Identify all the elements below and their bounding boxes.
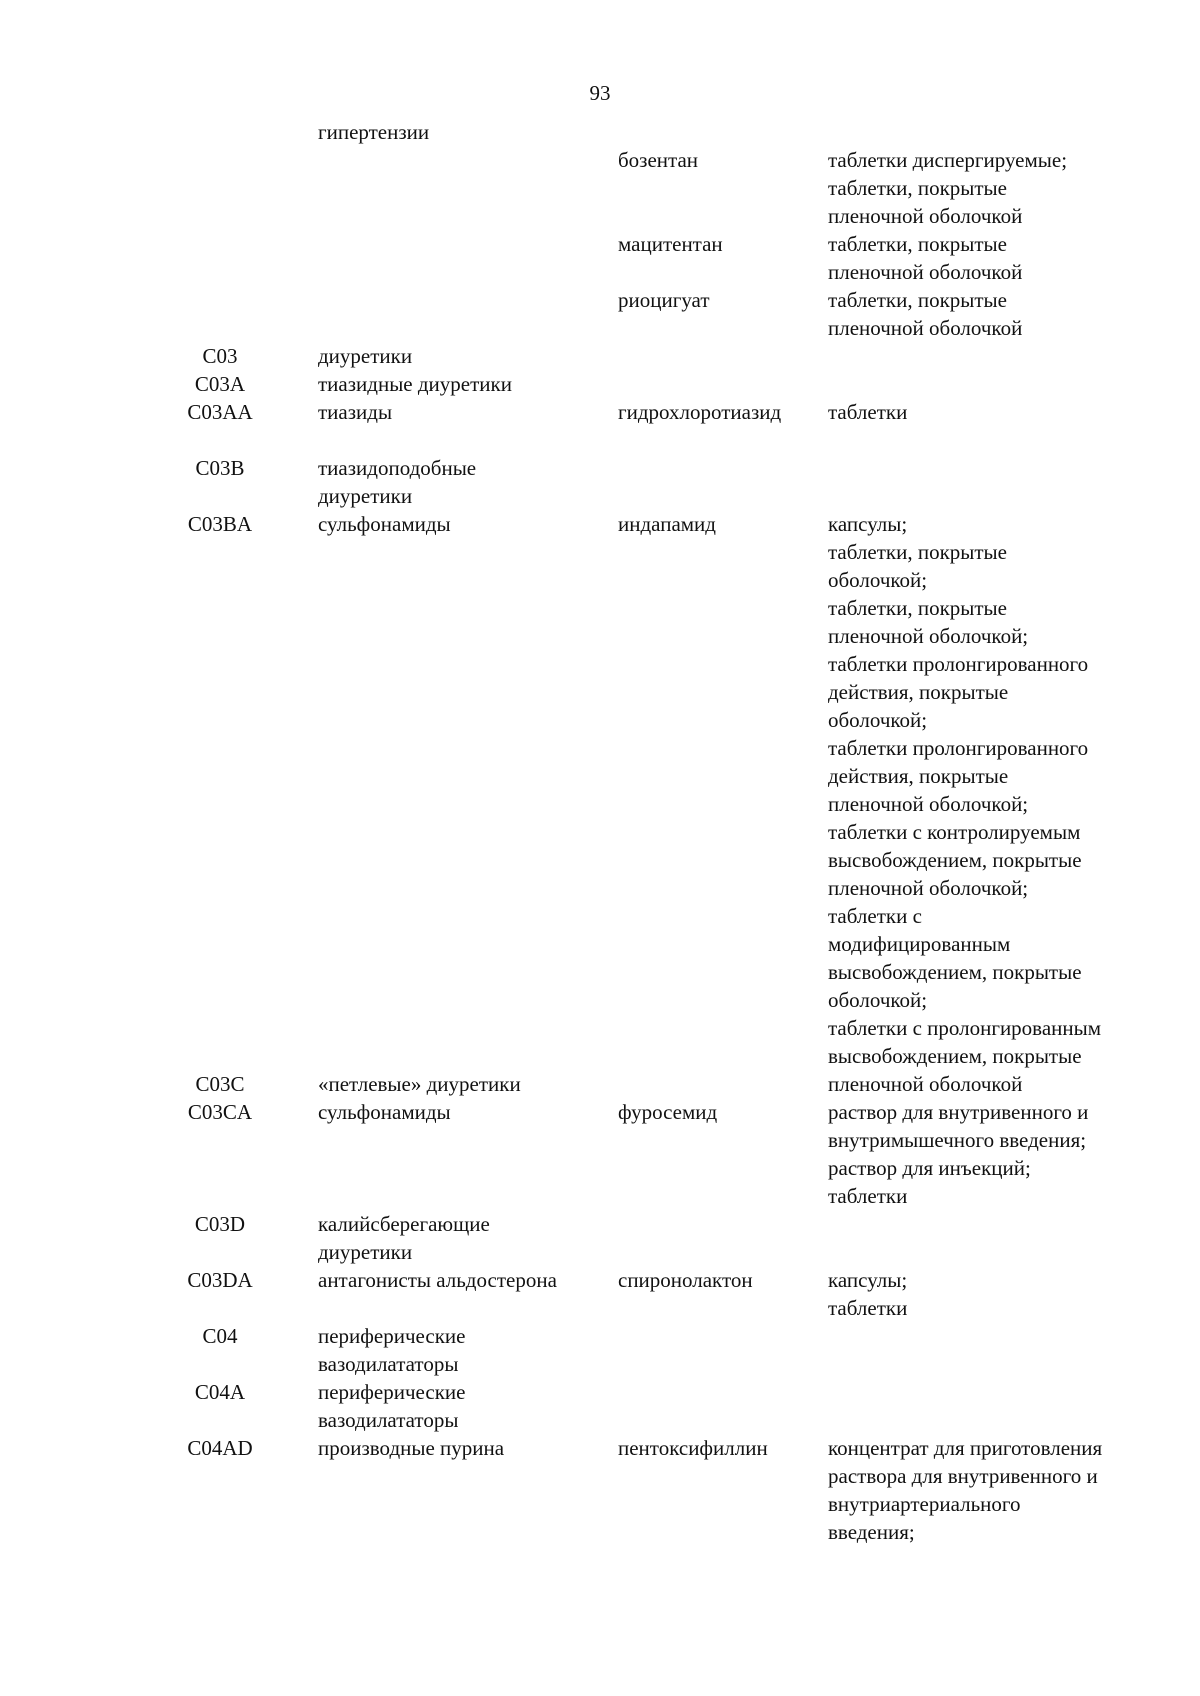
group-name-cell: антагонисты альдостерона <box>318 1268 557 1292</box>
group-name-cell: диуретики <box>318 344 413 368</box>
atc-code-cell: C03BA <box>187 512 253 536</box>
atc-code-cell: C04AD <box>187 1436 253 1460</box>
atc-code-cell: C03CA <box>187 1100 253 1124</box>
drug-name-cell: индапамид <box>618 512 716 536</box>
group-name-cell: тиазидоподобные диуретики <box>318 456 477 508</box>
atc-code-cell: C03AA <box>187 400 253 424</box>
atc-code-cell: C04A <box>194 1380 246 1404</box>
atc-code-cell: C03C <box>195 1072 245 1096</box>
dosage-form-cell: раствор для внутривенного и внутримышечного введения; раствор для инъекций; таблетки <box>828 1100 1089 1208</box>
drug-name-cell: пентоксифиллин <box>618 1436 768 1460</box>
group-name-cell: «петлевые» диуретики <box>318 1072 521 1096</box>
group-name-cell: тиазиды <box>318 400 393 424</box>
drug-name-cell: риоцигуат <box>618 288 710 312</box>
group-name-cell: периферические вазодилататоры <box>318 1324 466 1376</box>
drug-name-cell: фуросемид <box>618 1100 718 1124</box>
dosage-form-cell: таблетки <box>828 400 908 424</box>
group-name-cell: гипертензии <box>318 120 430 144</box>
dosage-form-cell: капсулы; таблетки <box>828 1268 908 1320</box>
atc-code-cell: C03D <box>194 1212 246 1236</box>
group-name-cell: калийсберегающие диуретики <box>318 1212 490 1264</box>
group-name-cell: производные пурина <box>318 1436 505 1460</box>
dosage-form-cell: капсулы; таблетки, покрытые оболочкой; таблетки, покрытые пленочной оболочкой; таблетки пролонгированного действия, покрытые оболочкой; таблетки пролонгированного действия, покрытые пленочной оболочкой; таблетки с контролируемым высвобождением, покрытые пленочной оболочкой; таблетки с модифицированным высвобождением, покрытые оболочкой; таблетки с пролонгированным высвобождением, покрытые пленочной оболочкой <box>828 512 1102 1096</box>
atc-code-cell: C03DA <box>187 1268 253 1292</box>
atc-code-cell: C04 <box>202 1324 238 1348</box>
dosage-form-cell: концентрат для приготовления раствора для внутривенного и внутриартериального введения; <box>828 1436 1103 1544</box>
drug-name-cell: спиронолактон <box>618 1268 753 1292</box>
atc-code-cell: C03 <box>202 344 238 368</box>
group-name-cell: сульфонамиды <box>318 512 451 536</box>
drug-name-cell: бозентан <box>618 148 699 172</box>
drug-name-cell: мацитентан <box>618 232 723 256</box>
group-name-cell: сульфонамиды <box>318 1100 451 1124</box>
dosage-form-cell: таблетки, покрытые пленочной оболочкой <box>828 288 1023 340</box>
page-number: 93 <box>589 81 611 105</box>
dosage-form-cell: таблетки диспергируемые; таблетки, покрытые пленочной оболочкой <box>828 148 1068 228</box>
atc-code-cell: C03A <box>194 372 246 396</box>
group-name-cell: периферические вазодилататоры <box>318 1380 466 1432</box>
dosage-form-cell: таблетки, покрытые пленочной оболочкой <box>828 232 1023 284</box>
atc-code-cell: C03B <box>195 456 245 480</box>
group-name-cell: тиазидные диуретики <box>318 372 512 396</box>
drug-name-cell: гидрохлоротиазид <box>618 400 782 424</box>
